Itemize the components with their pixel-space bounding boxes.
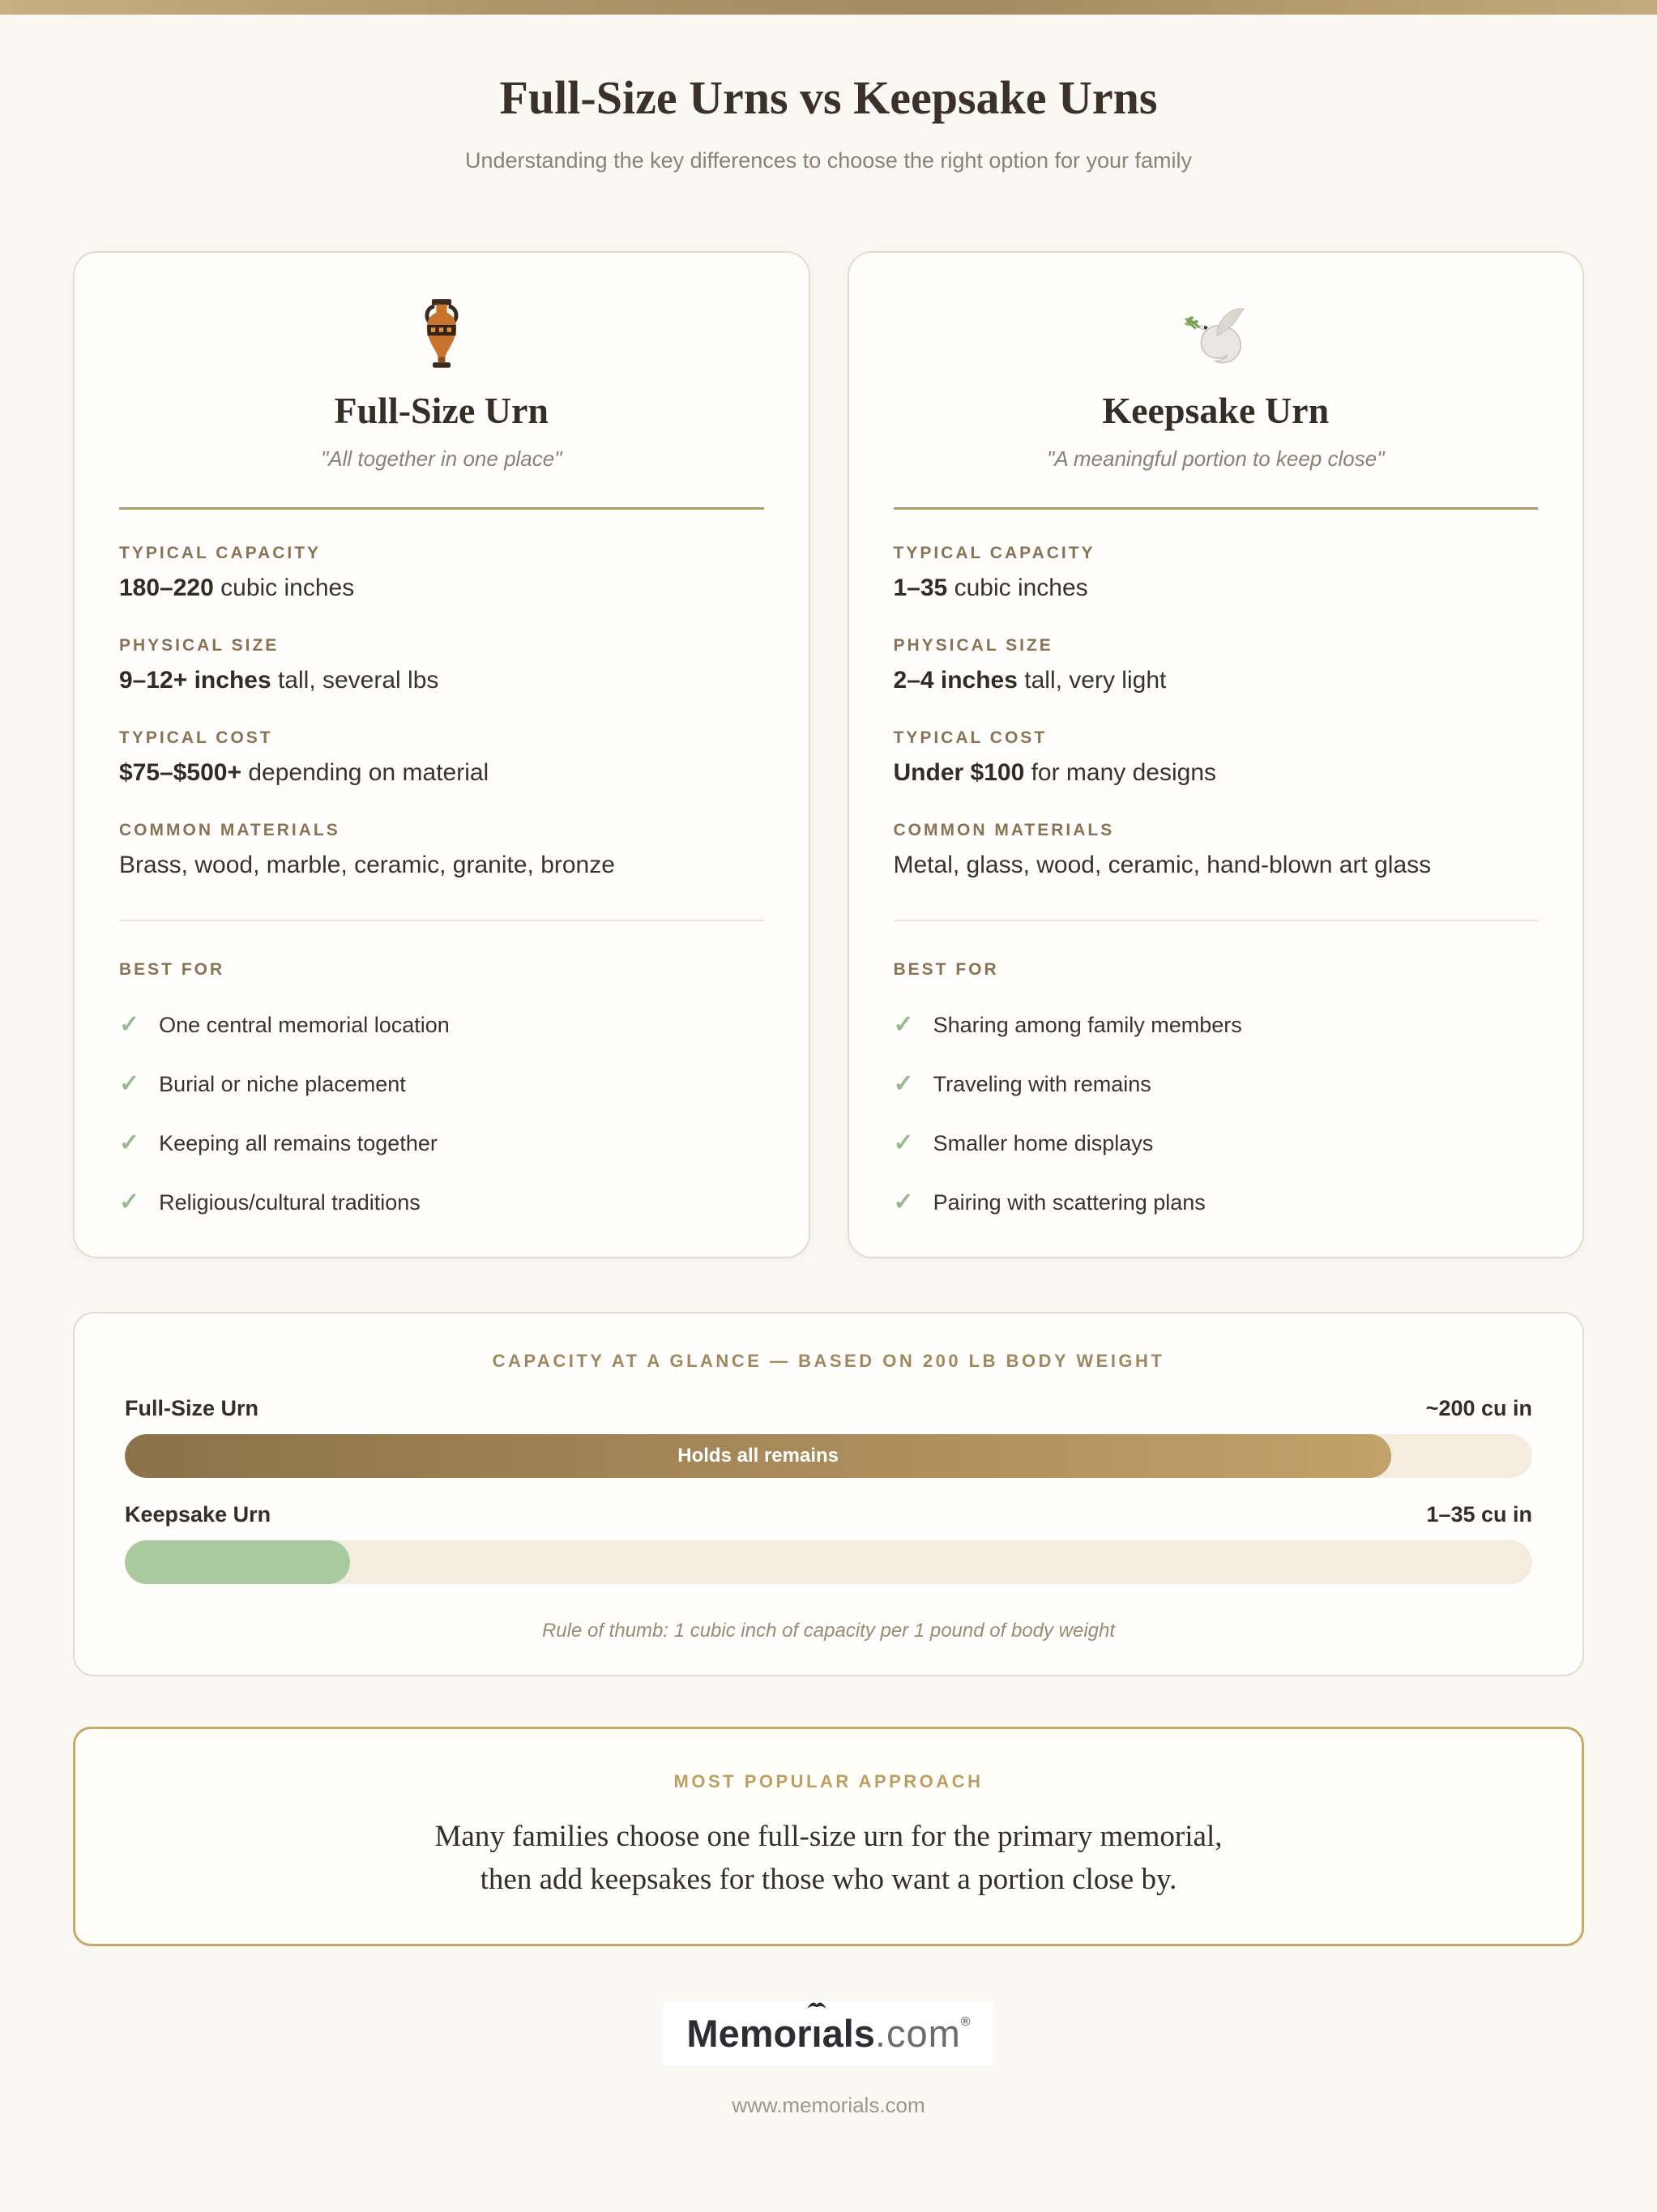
list-item: [119, 1188, 764, 1216]
top-accent-bar: [0, 0, 1657, 15]
stat-label: PHYSICAL SIZE: [893, 635, 1053, 655]
stat-value-bold: 2–4 inches: [893, 666, 1018, 694]
capacity-chart-card: [73, 1312, 1584, 1676]
stat-value: [894, 852, 1539, 879]
list-item-text: Traveling with remains: [933, 1071, 1151, 1096]
stat-value: [119, 852, 764, 879]
stat-value-rest: depending on material: [241, 758, 489, 786]
check-icon: ✓: [119, 1129, 140, 1156]
list-item-text: One central memorial location: [159, 1012, 450, 1037]
bar-value-label: 1–35 cu in: [1426, 1501, 1532, 1527]
stat-value-bold: 180–220: [119, 574, 214, 601]
stat-physical-size: [119, 636, 764, 694]
popular-text: [108, 1815, 1549, 1902]
list-item: [894, 1010, 1539, 1039]
section-divider: [119, 920, 764, 921]
logo-text-suffix: .com: [874, 2011, 961, 2055]
bird-icon: [805, 1998, 829, 2009]
stat-label: PHYSICAL SIZE: [119, 635, 280, 655]
bar-fill-full-size: [125, 1434, 1391, 1478]
list-item-text: Pairing with scattering plans: [933, 1189, 1206, 1215]
list-item: [119, 1010, 764, 1039]
bar-track: [125, 1434, 1532, 1478]
bar-category-label: Keepsake Urn: [125, 1501, 271, 1527]
list-item-text: Smaller home displays: [933, 1130, 1154, 1155]
check-icon: ✓: [119, 1070, 140, 1097]
card-title: Keepsake Urn: [1102, 389, 1330, 431]
site-url: www.memorials.com: [732, 2092, 925, 2117]
stat-label: TYPICAL CAPACITY: [893, 543, 1095, 562]
card-keepsake-urn: [848, 251, 1585, 1258]
list-item-text: Burial or niche placement: [159, 1071, 406, 1096]
stat-value-rest: cubic inches: [947, 574, 1088, 601]
stat-value-bold: 1–35: [893, 574, 948, 601]
card-full-size-urn: [73, 251, 810, 1258]
chart-title: CAPACITY AT A GLANCE — BASED ON 200 LB BODY WEIGHT: [492, 1350, 1165, 1371]
registered-mark: ®: [960, 2014, 971, 2029]
stat-label: COMMON MATERIALS: [119, 820, 340, 839]
gold-divider: [119, 507, 764, 510]
stat-value: [119, 574, 764, 602]
dove-icon: [894, 298, 1539, 369]
check-icon: ✓: [119, 1188, 140, 1215]
card-quote: "All together in one place": [321, 446, 562, 471]
popular-text-line1: Many families choose one full-size urn for the primary memorial,: [434, 1819, 1223, 1853]
best-for-list: [119, 1010, 764, 1216]
page-header: [0, 15, 1657, 173]
memorials-logo: [686, 2012, 970, 2055]
stat-value-rest: Metal, glass, wood, ceramic, hand-blown art glass: [893, 851, 1432, 878]
stat-value-rest: for many designs: [1024, 758, 1217, 786]
check-icon: ✓: [893, 1129, 914, 1156]
list-item: [894, 1188, 1539, 1216]
card-title: Full-Size Urn: [334, 389, 549, 431]
check-icon: ✓: [893, 1070, 914, 1097]
stat-label: COMMON MATERIALS: [893, 820, 1115, 839]
stat-common-materials: [119, 821, 764, 879]
stat-physical-size: [894, 636, 1539, 694]
list-item: [894, 1070, 1539, 1098]
page-subtitle: Understanding the key differences to choose the right option for your family: [464, 147, 1192, 173]
logo-text-post: als: [822, 2011, 875, 2055]
check-icon: ✓: [119, 1010, 140, 1038]
stat-value-rest: tall, several lbs: [271, 666, 439, 694]
list-item: [894, 1129, 1539, 1157]
gold-divider: [894, 507, 1539, 510]
chart-row-full-size: [125, 1396, 1532, 1478]
stat-value: [894, 759, 1539, 787]
logo-box: [664, 2001, 993, 2065]
check-icon: ✓: [893, 1010, 914, 1038]
stat-value: [119, 667, 764, 694]
bar-fill-keepsake: [125, 1540, 350, 1584]
logo-text-pre: Memor: [686, 2011, 812, 2055]
stat-value-rest: Brass, wood, marble, ceramic, granite, bronze: [119, 851, 615, 878]
best-for-label: BEST FOR: [893, 959, 999, 979]
most-popular-approach-box: [73, 1727, 1584, 1946]
list-item-text: Sharing among family members: [933, 1012, 1242, 1037]
bar-fill-text: Holds all remains: [677, 1444, 839, 1467]
section-divider: [894, 920, 1539, 921]
bar-value-label: ~200 cu in: [1425, 1395, 1532, 1420]
stat-value-bold: Under $100: [893, 758, 1025, 786]
chart-note: Rule of thumb: 1 cubic inch of capacity per 1 pound of body weight: [541, 1619, 1116, 1642]
best-for-label: BEST FOR: [119, 959, 225, 979]
stat-label: TYPICAL COST: [893, 728, 1048, 747]
bar-track: [125, 1540, 1532, 1584]
bar-category-label: Full-Size Urn: [125, 1395, 259, 1420]
card-quote: "A meaningful portion to keep close": [1047, 446, 1385, 471]
stat-label: TYPICAL COST: [119, 728, 273, 747]
list-item: [119, 1129, 764, 1157]
page-title: Full-Size Urns vs Keepsake Urns: [499, 71, 1158, 124]
stat-value: [894, 574, 1539, 602]
stat-value-rest: tall, very light: [1017, 666, 1167, 694]
stat-label: TYPICAL CAPACITY: [119, 543, 322, 562]
popular-label: MOST POPULAR APPROACH: [673, 1770, 984, 1791]
best-for-list: [894, 1010, 1539, 1216]
stat-common-materials: [894, 821, 1539, 879]
stat-value-bold: $75–$500+: [119, 758, 241, 786]
stat-value-bold: 9–12+ inches: [119, 666, 271, 694]
amphora-icon: [119, 298, 764, 369]
list-item: [119, 1070, 764, 1098]
comparison-cards: [73, 251, 1584, 1258]
chart-row-keepsake: [125, 1502, 1532, 1584]
popular-text-line2: then add keepsakes for those who want a portion close by.: [480, 1863, 1177, 1897]
logo-text-i: ı: [811, 2011, 822, 2055]
stat-typical-cost: [894, 728, 1539, 787]
page-footer: [0, 2001, 1657, 2118]
list-item-text: Religious/cultural traditions: [159, 1189, 421, 1215]
stat-value-rest: cubic inches: [213, 574, 355, 601]
check-icon: ✓: [893, 1188, 914, 1215]
stat-typical-capacity: [119, 544, 764, 602]
stat-typical-capacity: [894, 544, 1539, 602]
stat-value: [894, 667, 1539, 694]
list-item-text: Keeping all remains together: [159, 1130, 438, 1155]
stat-typical-cost: [119, 728, 764, 787]
stat-value: [119, 759, 764, 787]
